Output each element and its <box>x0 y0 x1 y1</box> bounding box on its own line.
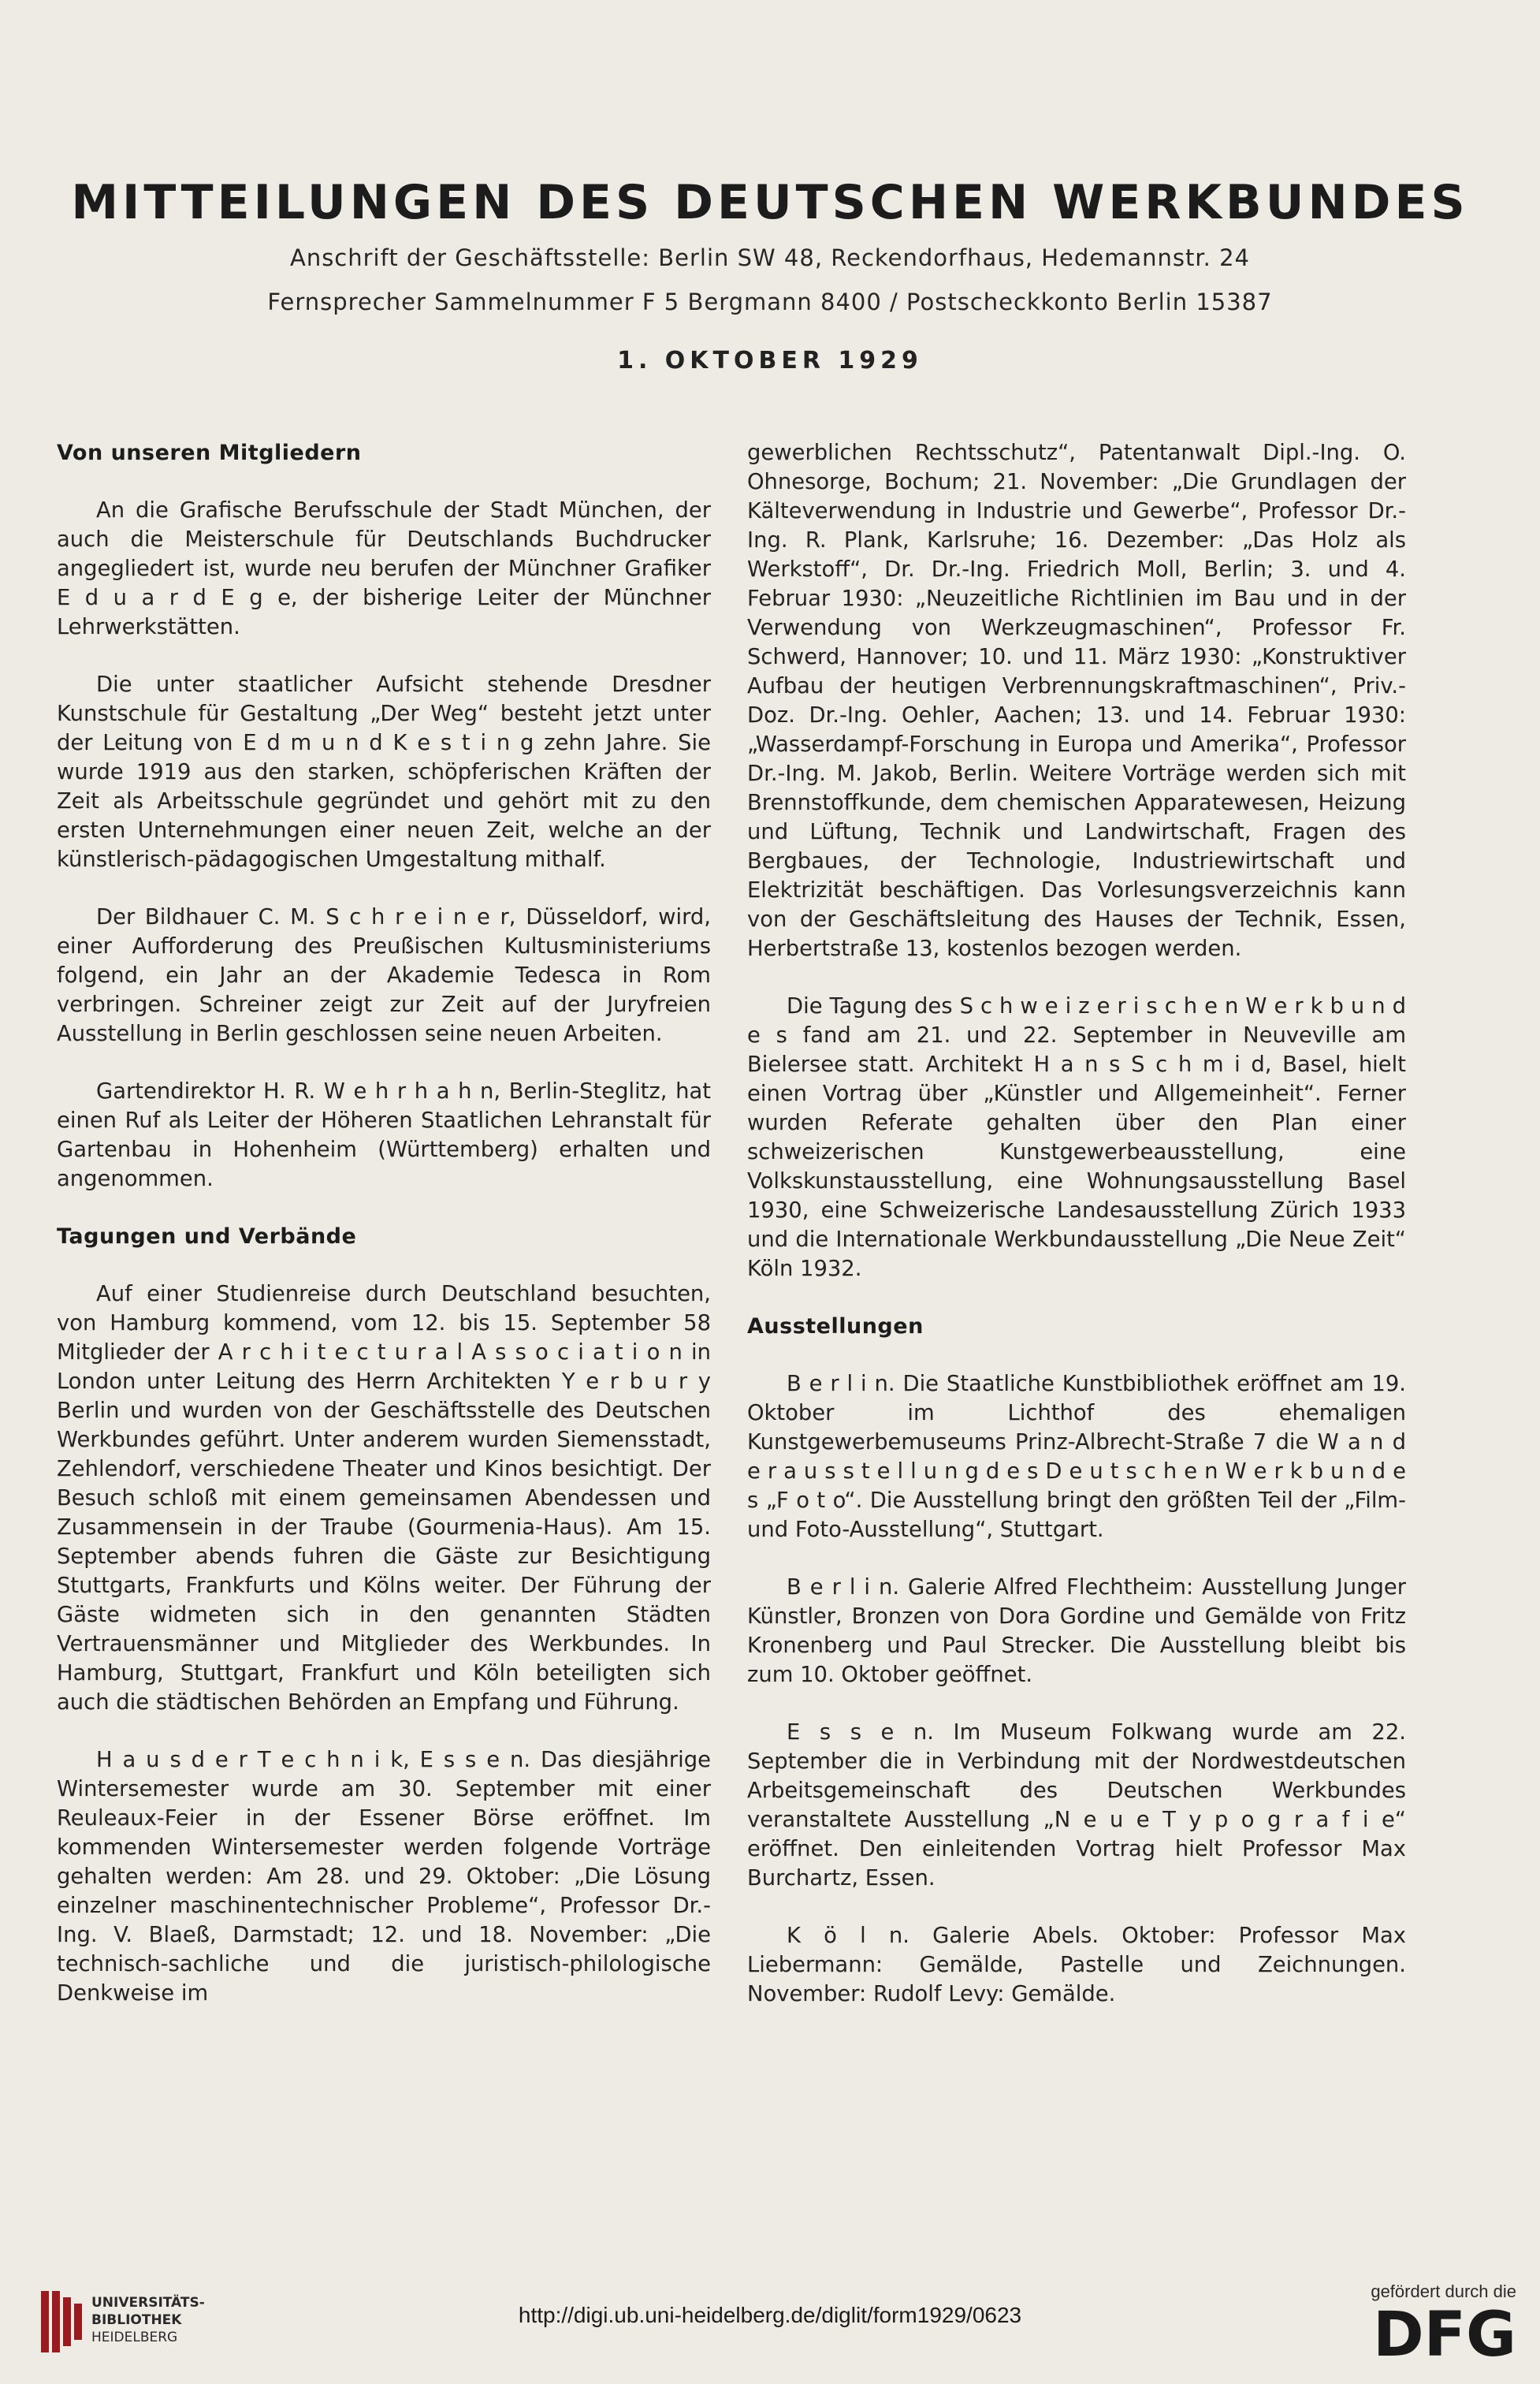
paragraph: Der Bildhauer C. M. S c h r e i n e r, Düsseldorf, wird, einer Aufforderung des Preußischen Kultusministeriums folgend, ein Jahr an der Akademie Tedesca in Rom verbringen. Schreiner zeigt zur Zeit auf der Juryfreien Ausstellung in Berlin geschlossen seine neuen Arbeiten. <box>57 905 711 1046</box>
library-name-line3: HEIDELBERG <box>91 2330 178 2345</box>
paragraph: H a u s d e r T e c h n i k, E s s e n. Das diesjährige Wintersemester wurde am 30. September mit einer Reuleaux-Feier in der Essener Börse eröffnet. Im kommenden Wintersemester werden folgende Vorträge gehalten werden: Am 28. und 29. Oktober: „Die Lösung einzelner maschinentechnischer Probleme“, Professor Dr.-Ing. V. Blaeß, Darmstadt; 12. und 18. November: „Die technisch-sachliche und die juristisch-philologische Denkweise im <box>57 1748 711 2006</box>
phone-line: Fernsprecher Sammelnummer F 5 Bergmann 8400 / Postscheckkonto Berlin 15387 <box>267 289 1273 315</box>
paragraph: Die Tagung des S c h w e i z e r i s c h e n W e r k b u n d e s fand am 21. und 22. September in Neuveville am Bielersee statt. Architekt H a n s S c h m i d, Basel, hielt einen Vortrag über „Künstler und Allgemeinheit“. Ferner wurden Referate gehalten über den Plan einer schweizerischen Kunstgewerbeausstellung, eine Volkskunstausstellung, eine Wohnungsausstellung Basel 1930, eine Schweizerische Landesausstellung Zürich 1933 und die Internationale Werkbundausstellung „Die Neue Zeit“ Köln 1932. <box>747 994 1406 1281</box>
address-line: Anschrift der Geschäftsstelle: Berlin SW 48, Reckendorfhaus, Hedemannstr. 24 <box>289 244 1251 271</box>
paragraph: E s s e n. Im Museum Folkwang wurde am 22. September die in Verbindung mit der Nordwestdeutschen Arbeitsgemeinschaft des Deutschen Werkbundes veranstaltete Ausstellung „N e u e T y p o g r a f i e“ eröffnet. Den einleitenden Vortrag hielt Professor Max Burchartz, Essen. <box>747 1720 1406 1890</box>
funding-note: gefördert durch die <box>1371 2282 1516 2301</box>
paragraph: B e r l i n. Die Staatliche Kunstbibliothek eröffnet am 19. Oktober im Lichthof des ehemaligen Kunstgewerbemuseums Prinz-Albrecht-Straße 7 die W a n d e r a u s s t e l l u n g d e s D e u t s c h e n W e r k b u n d e s „F o t o“. Die Ausstellung bringt den größten Teil der „Film- und Foto-Ausstellung“, Stuttgart. <box>747 1372 1406 1542</box>
left-column <box>57 438 711 2036</box>
svg-text:DFG: DFG <box>1372 2300 1516 2364</box>
paragraph: Gartendirektor H. R. W e h r h a h n, Berlin-Steglitz, hat einen Ruf als Leiter der Höheren Staatlichen Lehranstalt für Gartenbau in Hohenheim (Württemberg) erhalten und angenommen. <box>57 1079 711 1191</box>
paragraph: Auf einer Studienreise durch Deutschland besuchten, von Hamburg kommend, vom 12. bis 15. September 58 Mitglieder der A r c h i t e c t u r a l A s s o c i a t i o n in London unter Leitung des Herrn Architekten Y e r b u r y Berlin und wurden von der Geschäftsstelle des Deutschen Werkbundes geführt. Unter anderem wurden Siemensstadt, Zehlendorf, verschiedene Theater und Kinos besichtigt. Der Besuch schloß mit einem gemeinsamen Abendessen und Zusammensein in der Traube (Gourmenia-Haus). Am 15. September abends fuhren die Gäste zur Besichtigung Stuttgarts, Frankfurts und Kölns weiter. Der Führung der Gäste widmeten sich in den genannten Städten Vertrauensmänner und Mitglieder des Werkbundes. In Hamburg, Stuttgart, Frankfurt und Köln beteiligten sich auch die städtischen Behörden an Empfang und Führung. <box>57 1282 711 1715</box>
paragraph: gewerblichen Rechtsschutz“, Patentanwalt Dipl.-Ing. O. Ohnesorge, Bochum; 21. November: „Die Grundlagen der Kälteverwendung in Industrie und Gewerbe“, Professor Dr.-Ing. R. Plank, Karlsruhe; 16. Dezember: „Das Holz als Werkstoff“, Dr. Dr.-Ing. Friedrich Moll, Berlin; 3. und 4. Februar 1930: „Neuzeitliche Richtlinien im Bau und in der Verwendung von Werkzeugmaschinen“, Professor Fr. Schwerd, Hannover; 10. und 11. März 1930: „Konstruktiver Aufbau der heutigen Verbrennungskraftmaschinen“, Priv.-Doz. Dr.-Ing. Oehler, Aachen; 13. und 14. Februar 1930: „Wasserdampf-Forschung in Europa und Amerika“, Professor Dr.-Ing. M. Jakob, Berlin. Weitere Vorträge werden sich mit Brennstoffkunde, dem chemischen Apparatewesen, Heizung und Lüftung, Technik und Landwirtschaft, Fragen des Bergbaues, der Technologie, Industriewirtschaft und Elektrizität beschäftigen. Das Vorlesungsverzeichnis kann von der Geschäftsleitung des Hauses der Technik, Essen, Herbertstraße 13, kostenlos bezogen werden. <box>747 441 1406 961</box>
paragraph: B e r l i n. Galerie Alfred Flechtheim: Ausstellung Junger Künstler, Bronzen von Dora Gordine und Gemälde von Fritz Kronenberg und Paul Strecker. Die Ausstellung bleibt bis zum 10. Oktober geöffnet. <box>747 1575 1406 1687</box>
library-name-line2: BIBLIOTHEK <box>91 2312 182 2328</box>
right-column <box>747 438 1406 2037</box>
library-name-line1: UNIVERSITÄTS- <box>91 2295 205 2311</box>
section-heading-members: Von unseren Mitgliedern <box>57 441 362 465</box>
paragraph: Die unter staatlicher Aufsicht stehende Dresdner Kunstschule für Gestaltung „Der Weg“ besteht jetzt unter der Leitung von E d m u n d K e s t i n g zehn Jahre. Sie wurde 1919 aus den starken, schöpferischen Kräften der Zeit als Arbeitsschule gegründet und gehört mit zu den ersten Unternehmungen einer neuen Zeit, welche an der künstlerisch-pädagogischen Umgestaltung mithalf. <box>57 672 711 872</box>
paragraph: An die Grafische Berufsschule der Stadt München, der auch die Meisterschule für Deutschlands Buchdrucker angegliedert ist, wurde neu berufen der Münchner Grafiker E d u a r d E g e, der bisherige Leiter der Münchner Lehrwerkstätten. <box>57 498 711 639</box>
dfg-logo-icon[interactable] <box>1359 2300 1516 2364</box>
masthead-title: MITTEILUNGEN DES DEUTSCHEN WERKBUNDES <box>71 175 1469 230</box>
section-heading-conferences: Tagungen und Verbände <box>57 1224 357 1249</box>
section-heading-exhibitions: Ausstellungen <box>747 1314 924 1339</box>
issue-date: 1. OKTOBER 1929 <box>617 347 923 374</box>
paragraph: K ö l n. Galerie Abels. Oktober: Professor Max Liebermann: Gemälde, Pastelle und Zeichnungen. November: Rudolf Levy: Gemälde. <box>747 1924 1406 2006</box>
source-url-link[interactable]: http://digi.ub.uni-heidelberg.de/diglit/form1929/0623 <box>518 2303 1022 2327</box>
